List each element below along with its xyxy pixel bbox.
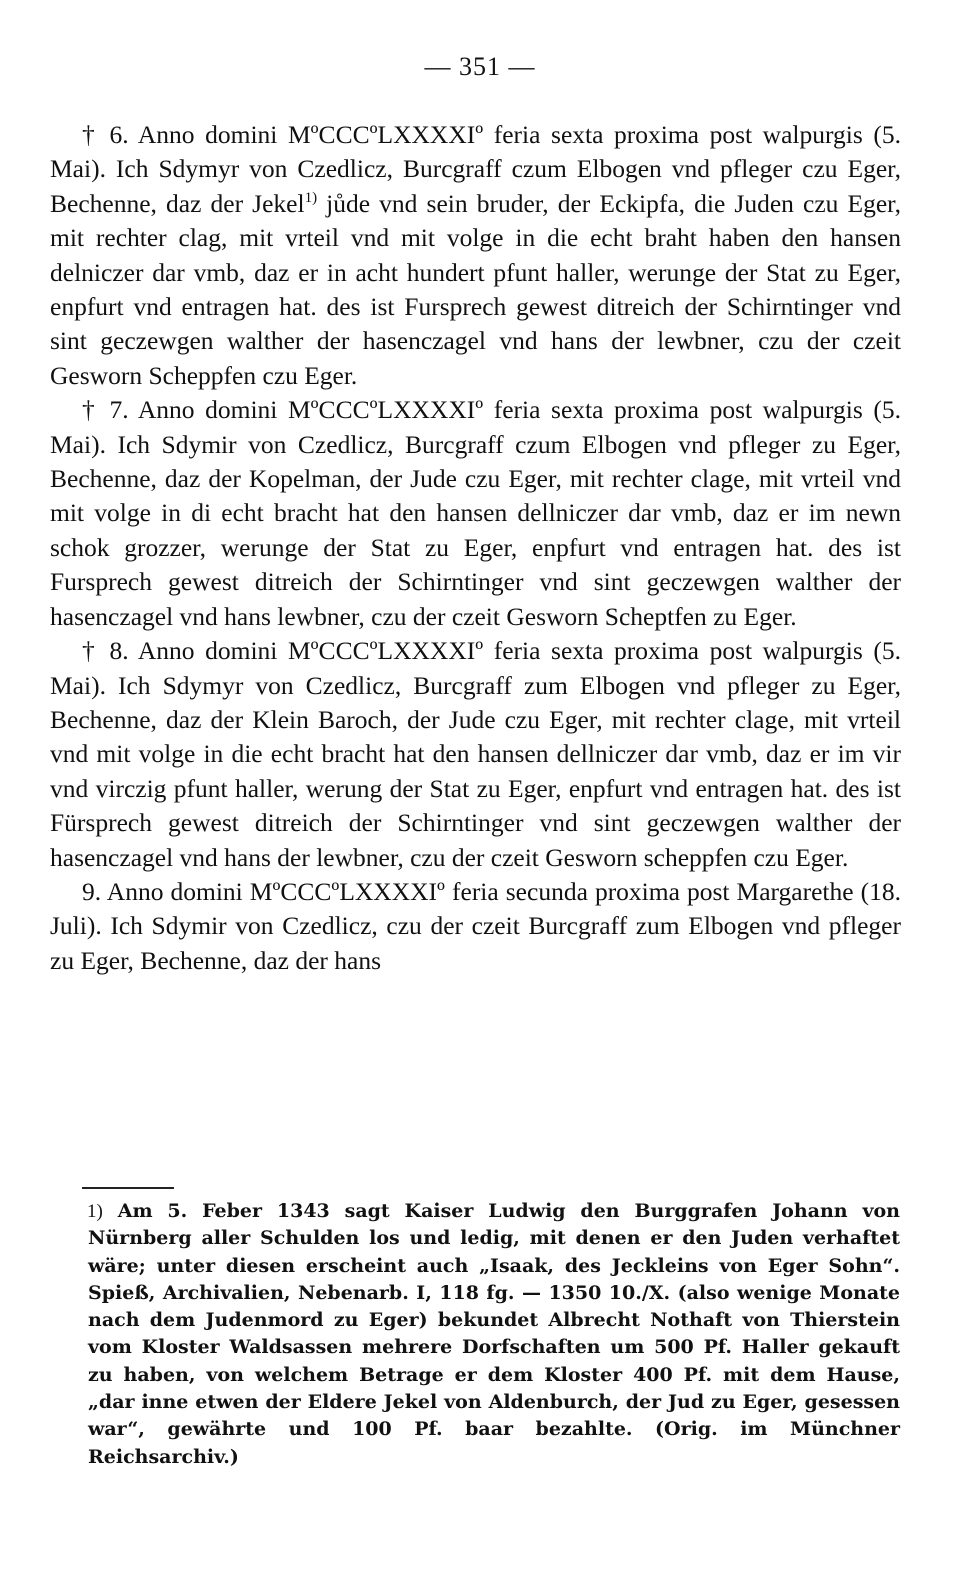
footnote-text: Am 5. Feber 1343 sagt Kaiser Ludwig den Burggrafen Johann von Nürnberg aller Schulden los und ledig, mit denen er den Juden verhaftet wäre; unter diesen erscheint auch „Isaak, des Jeckleins von Eger Sohn“. Spieß, Archivalien, Nebenarb. I, 118 fg. — 1350 10./X. (also wenige Monate nach dem Judenmord zu Eger) bekundet Albrecht Nothaft von Thierstein vom Kloster Waldsassen mehrere Dorfschaften um 500 Pf. Haller gekauft zu haben, von welchem Betrage er dem Kloster 400 Pf. mit dem Hause, „dar inne etwen der Eldere Jekel von Aldenburch, der Jud zu Eger, gesessen war“, gewährte und 100 Pf. baar bezahlte. (Orig. im Münchner Reichsarchiv.): [88, 1200, 900, 1468]
entry-text: Anno domini MºCCCºLXXXXIº feria sexta proxima post walpurgis (5. Mai). Ich Sdymyr von Czedlicz, Burcgraff czum Elbogen vnd pfleger czu Eger, Bechenne, daz der Jekel: [50, 120, 901, 218]
page-number: — 351 —: [424, 52, 536, 81]
entry-6: [50, 118, 901, 393]
entry-9: [50, 875, 901, 978]
entry-text: Anno domini MºCCCºLXXXXIº feria sexta proxima post walpurgis (5. Mai). Ich Sdymyr von Czedlicz, Burcgraff zum Elbogen vnd pfleger zu Eger, Bechenne, daz der Klein Baroch, der Jude czu Eger, mit rechter clage, mit vrteil vnd mit volge in die echt bracht hat den hansen dellniczer dar vmb, daz er im vir vnd virczig pfunt haller, werung der Stat zu Eger, enpfurt vnd entragen hat. des ist Fürsprech gewest ditreich der Schirntinger vnd sint geczewgen walther der hasenczagel vnd hans der lewbner, czu der czeit Gesworn scheppfen czu Eger.: [50, 636, 901, 872]
footnote: [88, 1198, 900, 1471]
footnote-divider: [82, 1187, 174, 1189]
footnote-reference[interactable]: 1): [304, 189, 318, 206]
entry-marker: † 7.: [82, 395, 129, 425]
footnote-mark: 1): [87, 1201, 103, 1222]
entry-marker: † 8.: [82, 636, 129, 666]
entry-text: Anno domini MºCCCºLXXXXIº feria sexta proxima post walpurgis (5. Mai). Ich Sdymir von Czedlicz, Burcgraff czum Elbogen vnd pfleger zu Eger, Bechenne, daz der Kopelman, der Jude czu Eger, mit rechter clage, mit vrteil vnd mit volge in di echt bracht hat den hansen dellniczer dar vmb, daz er im newn schok grozzer, werunge der Stat zu Eger, enpfurt vnd entragen hat. des ist Fursprech gewest ditreich der Schirntinger vnd sint geczewgen walther der hasenczagel vnd hans lewbner, czu der czeit Gesworn Scheptfen zu Eger.: [50, 395, 901, 631]
entry-8: [50, 634, 901, 875]
body-text: [50, 118, 901, 978]
entry-marker: † 6.: [82, 120, 129, 149]
entry-text-continued: jůde vnd sein bruder, der Eckipfa, die Juden czu Eger, mit rechter clag, mit vrteil vnd mit volge in die echt braht haben den hansen delniczer dar vmb, daz er in acht hundert pfunt haller, werunge der Stat zu Eger, enpfurt vnd entragen hat. des ist Fursprech gewest ditreich der Schirntinger vnd sint geczewgen walther der hasenczagel vnd hans der lewbner, czu der czeit Gesworn Scheppfen czu Eger.: [50, 188, 901, 390]
entry-marker: 9.: [82, 876, 102, 906]
entry-7: [50, 393, 901, 634]
entry-text: Anno domini MºCCCºLXXXXIº feria secunda proxima post Margarethe (18. Juli). Ich Sdymir von Czedlicz, czu der czeit Burcgraff zum Elbogen vnd pfleger zu Eger, Bechenne, daz der hans: [50, 876, 902, 975]
